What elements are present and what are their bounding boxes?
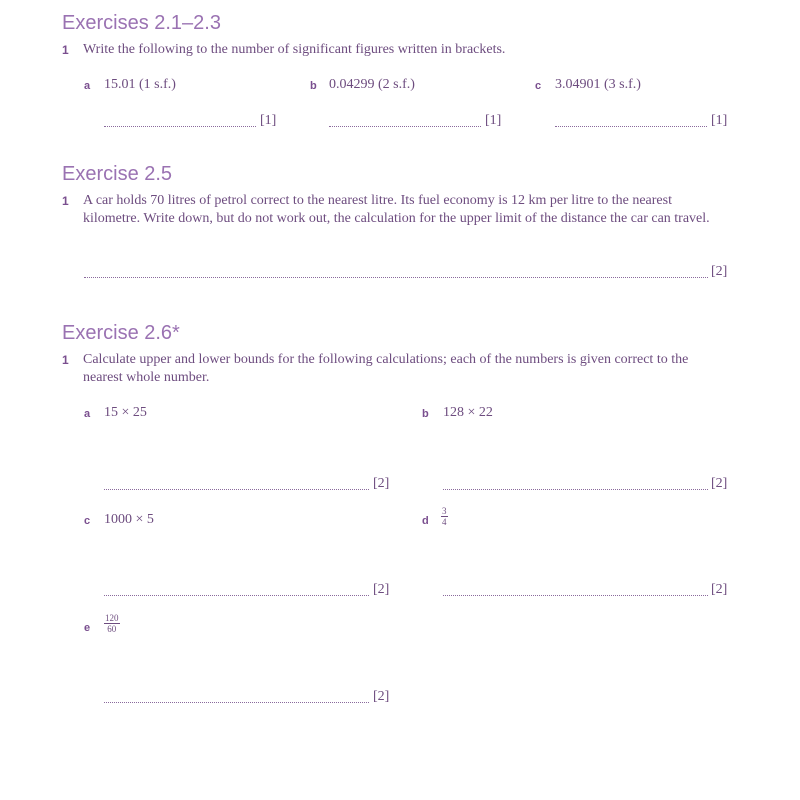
answer-line-c[interactable] bbox=[104, 595, 369, 596]
part-label-a: a bbox=[84, 80, 91, 92]
answer-line-d[interactable] bbox=[443, 595, 708, 596]
marks-e: [2] bbox=[373, 689, 390, 704]
marks-a: [2] bbox=[373, 476, 390, 491]
fraction-e bbox=[104, 613, 120, 634]
part-text-c: 1000 × 5 bbox=[104, 512, 154, 527]
answer-line-e[interactable] bbox=[104, 702, 369, 703]
question-number: 1 bbox=[62, 43, 69, 57]
answer-line-c[interactable] bbox=[555, 126, 707, 127]
part-text-b: 128 × 22 bbox=[443, 405, 493, 420]
marks: [2] bbox=[711, 264, 728, 279]
question-text: A car holds 70 litres of petrol correct to the nearest litre. Its fuel economy is 12 km per litre to the nearest kilometre. Write down, but do not work out, the calculation for the upper limit of the distance the car can travel. bbox=[83, 193, 710, 226]
marks-b: [2] bbox=[711, 476, 728, 491]
part-label-c: c bbox=[84, 515, 91, 527]
marks-c: [1] bbox=[711, 113, 728, 128]
part-label-c: c bbox=[535, 80, 542, 92]
answer-line[interactable] bbox=[84, 277, 708, 278]
answer-line-b[interactable] bbox=[443, 489, 708, 490]
part-text-a: 15 × 25 bbox=[104, 405, 147, 420]
part-label-e: e bbox=[84, 622, 91, 634]
fraction-denominator: 4 bbox=[442, 517, 447, 527]
part-label-b: b bbox=[422, 408, 429, 420]
part-text-c: 3.04901 (3 s.f.) bbox=[555, 77, 641, 92]
fraction-numerator: 3 bbox=[442, 506, 447, 516]
answer-line-b[interactable] bbox=[329, 126, 481, 127]
part-text-a: 15.01 (1 s.f.) bbox=[104, 77, 176, 92]
fraction-denominator: 60 bbox=[107, 624, 117, 634]
question-number: 1 bbox=[62, 353, 69, 367]
part-label-a: a bbox=[84, 408, 91, 420]
marks-c: [2] bbox=[373, 582, 390, 597]
fraction-d bbox=[441, 506, 448, 527]
exercise-heading-2-5: Exercise 2.5 bbox=[62, 163, 173, 185]
answer-line-a[interactable] bbox=[104, 489, 369, 490]
question-text: Write the following to the number of significant figures written in brackets. bbox=[83, 42, 506, 57]
marks-a: [1] bbox=[260, 113, 277, 128]
question-number: 1 bbox=[62, 194, 69, 208]
marks-b: [1] bbox=[485, 113, 502, 128]
marks-d: [2] bbox=[711, 582, 728, 597]
exercise-heading-2-6: Exercise 2.6* bbox=[62, 322, 180, 344]
fraction-numerator: 120 bbox=[105, 613, 119, 623]
exercise-heading-2-1-2-3: Exercises 2.1–2.3 bbox=[62, 12, 221, 34]
part-label-d: d bbox=[422, 515, 429, 527]
question-text: Calculate upper and lower bounds for the following calculations; each of the numbers is given correct to the nearest whole number. bbox=[83, 352, 689, 385]
answer-line-a[interactable] bbox=[104, 126, 256, 127]
part-label-b: b bbox=[310, 80, 317, 92]
part-text-b: 0.04299 (2 s.f.) bbox=[329, 77, 415, 92]
